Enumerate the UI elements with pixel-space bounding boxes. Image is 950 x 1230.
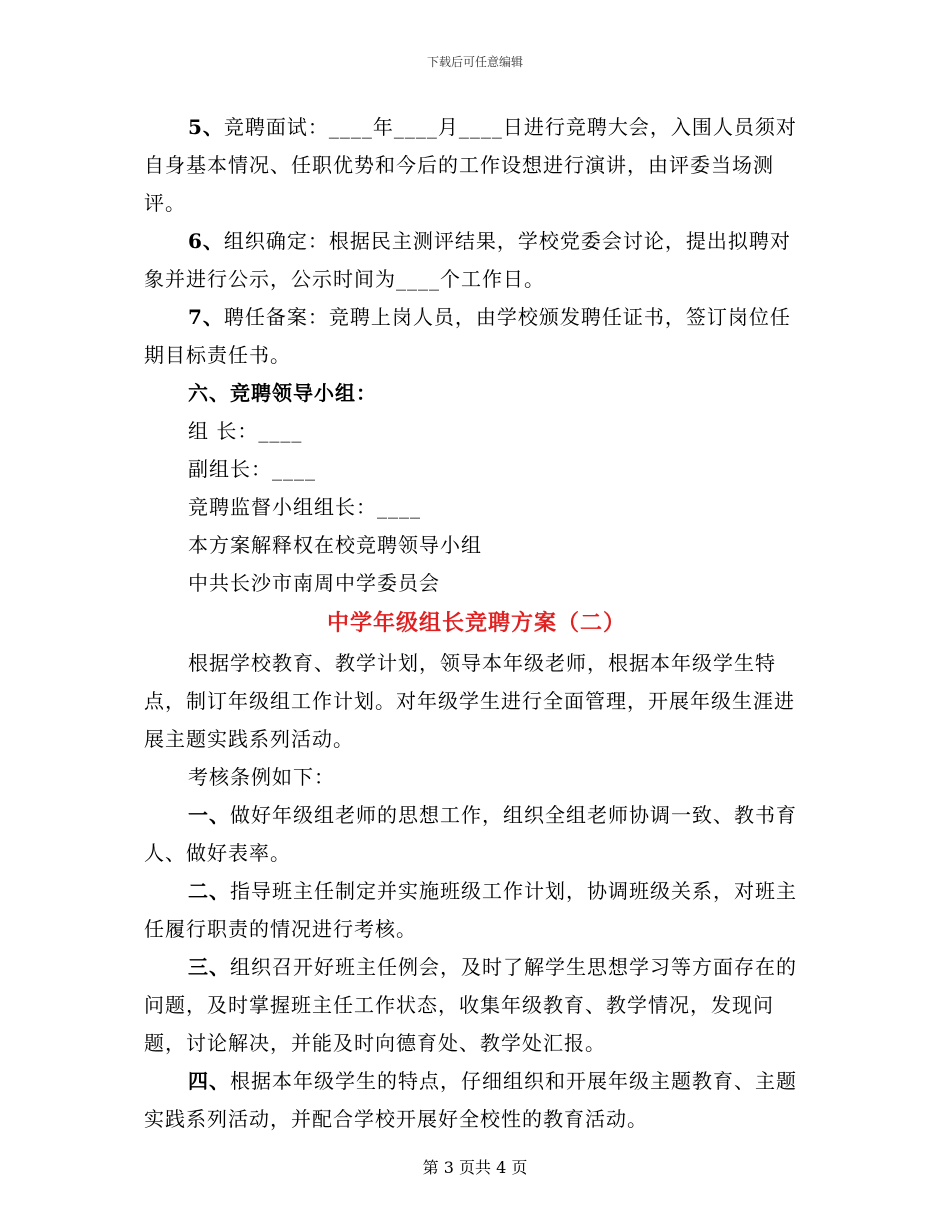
paragraph-text: 聘任备案：竞聘上岗人员，由学校颁发聘任证书，签订岗位任期目标责任书。: [144, 305, 791, 367]
paragraph-text: 做好年级组老师的思想工作，组织全组老师协调一致、教书育人、做好表率。: [144, 803, 797, 865]
paragraph-text: 指导班主任制定并实施班级工作计划，协调班级关系，对班主任履行职责的情况进行考核。: [144, 879, 797, 941]
item-number: 一、: [188, 803, 230, 827]
supervisor-line: 竞聘监督小组组长：____: [188, 495, 421, 519]
interpretation-line: 本方案解释权在校竞聘领导小组: [188, 533, 482, 557]
rule-4: [144, 1062, 809, 1138]
paragraph-text: 组织召开好班主任例会，及时了解学生思想学习等方面存在的问题，及时掌握班主任工作状态，收集年级教育、教学情况，发现问题，讨论解决，并能及时向德育处、教学处汇报。: [144, 955, 797, 1055]
item-number: 7、: [188, 305, 224, 329]
leader-line: 组 长：____: [188, 419, 303, 443]
paragraph-7: [144, 298, 809, 374]
paragraph-6: [144, 222, 809, 298]
committee-line: 中共长沙市南周中学委员会: [188, 571, 440, 595]
rule-2: [144, 872, 809, 948]
page-header: 下载后可任意编辑: [426, 55, 523, 69]
item-number: 6、: [188, 229, 224, 253]
paragraph-text: 组织确定：根据民主测评结果，学校党委会讨论，提出拟聘对象并进行公示，公示时间为____个工作日。: [144, 229, 791, 291]
paragraph-text: 竞聘面试：____年____月____日进行竞聘大会，入围人员须对自身基本情况、任职优势和今后的工作设想进行演讲，由评委当场测评。: [144, 115, 797, 215]
rule-1: [144, 796, 809, 872]
document-title: 中学年级组长竞聘方案（二）: [326, 610, 626, 636]
page-footer: 第 3 页共 4 页: [422, 1158, 528, 1177]
item-number: 5、: [188, 115, 224, 139]
intro-paragraph: 根据学校教育、教学计划，领导本年级老师，根据本年级学生特点，制订年级组工作计划。对年级学生进行全面管理，开展年级生涯进展主题实践系列活动。: [144, 651, 795, 751]
paragraph-text: 根据本年级学生的特点，仔细组织和开展年级主题教育、主题实践系列活动，并配合学校开展好全校性的教育活动。: [144, 1069, 797, 1131]
item-number: 二、: [188, 879, 230, 903]
section-heading-leadership: 六、竞聘领导小组：: [188, 381, 377, 405]
rule-3: [144, 948, 809, 1062]
item-number: 三、: [188, 955, 230, 979]
deputy-leader-line: 副组长：____: [188, 457, 316, 481]
document-body: [144, 108, 809, 1138]
item-number: 四、: [188, 1069, 230, 1093]
paragraph-5: [144, 108, 809, 222]
rules-intro: 考核条例如下：: [188, 765, 335, 789]
